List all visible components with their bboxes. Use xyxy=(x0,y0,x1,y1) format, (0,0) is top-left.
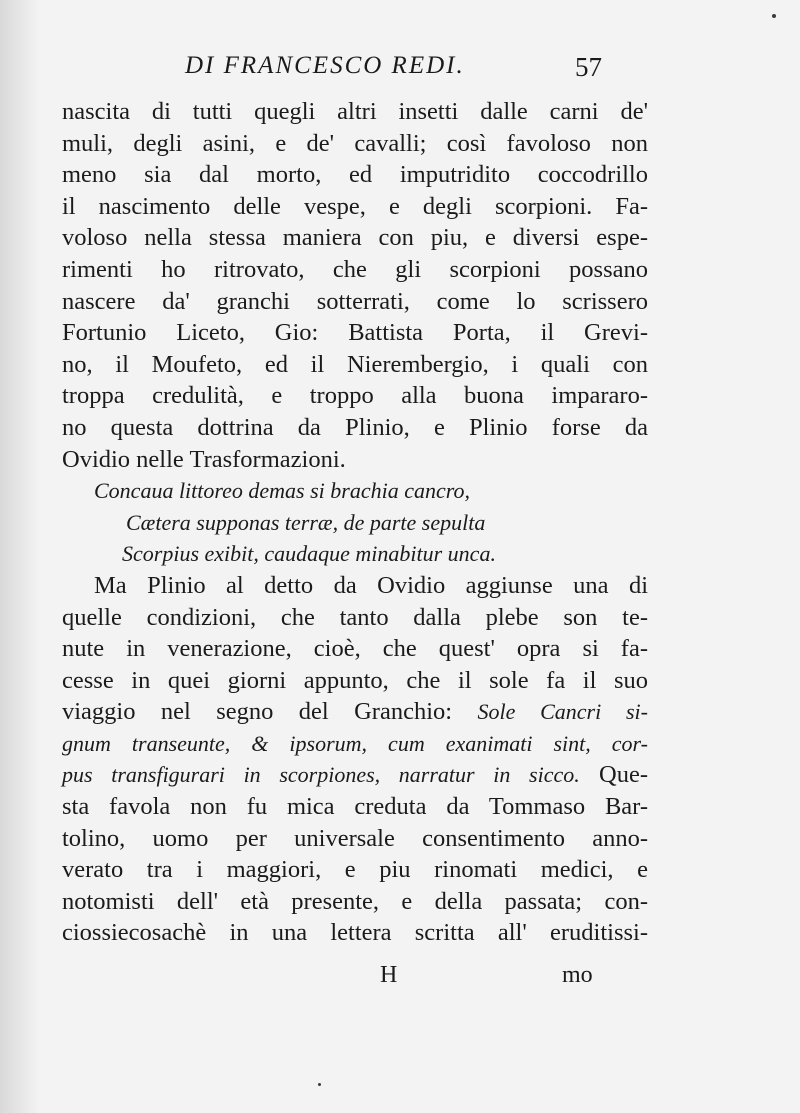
page-gutter-shadow xyxy=(0,0,40,1113)
text-line: no, il Moufeto, ed il Nierembergio, i quali con xyxy=(62,350,648,378)
catchword: mo xyxy=(562,962,593,988)
text-roman-segment: Que- xyxy=(599,761,648,789)
text-line-italic: gnum transeunte, & ipsorum, cum exanimati sint, cor- xyxy=(62,730,648,756)
ink-speck xyxy=(318,1083,321,1086)
text-line: no questa dottrina da Plinio, e Plinio forse da xyxy=(62,413,648,441)
running-head-title: DI FRANCESCO REDI. xyxy=(185,52,465,79)
text-line: il nascimento delle vespe, e degli scorpioni. Fa- xyxy=(62,192,648,220)
verse-line: Cætera supponas terræ, de parte sepulta xyxy=(126,509,486,535)
text-line: nute in venerazione, cioè, che quest' opra si fa- xyxy=(62,635,648,663)
text-line: nascita di tutti quegli altri insetti dalle carni de' xyxy=(62,98,648,125)
text-line: tolino, uomo per universale consentimento anno- xyxy=(62,824,648,852)
text-line: Fortunio Liceto, Gio: Battista Porta, il Grevi- xyxy=(62,319,648,347)
main-text xyxy=(62,96,648,949)
text-line: Ma Plinio al detto da Ovidio aggiunse una di xyxy=(94,571,648,599)
text-line: meno sia dal morto, ed imputridito coccodrillo xyxy=(62,161,648,189)
text-line: rimenti ho ritrovato, che gli scorpioni possano xyxy=(62,255,648,283)
verse-line: Scorpius exibit, caudaque minabitur unca. xyxy=(122,541,496,567)
page-footer xyxy=(62,962,648,998)
text-line: cesse in quei giorni appunto, che il sole fa il suo xyxy=(62,666,648,694)
verse-line: Concaua littoreo demas si brachia cancro, xyxy=(94,478,470,504)
text-line-mixed xyxy=(62,696,648,728)
text-line: nascere da' granchi sotterrati, come lo scrissero xyxy=(62,287,648,315)
text-line: ciossiecosachè in una lettera scritta all' eruditissi- xyxy=(62,919,648,947)
text-italic-segment: Sole Cancri si- xyxy=(477,699,648,725)
running-head xyxy=(60,52,640,92)
ink-speck xyxy=(772,14,776,18)
text-line: sta favola non fu mica creduta da Tommaso Bar- xyxy=(62,793,648,821)
text-line: notomisti dell' età presente, e della passata; con- xyxy=(62,887,648,915)
text-line: Ovidio nelle Trasformazioni. xyxy=(62,445,346,473)
text-roman-segment: viaggio nel segno del Granchio: xyxy=(62,698,453,726)
text-line: muli, degli asini, e de' cavalli; così favoloso non xyxy=(62,129,648,157)
page-number: 57 xyxy=(575,52,602,82)
text-italic-segment: pus transfigurari in scorpiones, narratur in sicco. xyxy=(62,762,580,788)
text-line-mixed xyxy=(62,759,648,791)
signature-mark: H xyxy=(380,962,398,988)
text-line: voloso nella stessa maniera con piu, e diversi espe- xyxy=(62,224,648,252)
text-line: verato tra i maggiori, e piu rinomati medici, e xyxy=(62,856,648,884)
text-line: quelle condizioni, che tanto dalla plebe son te- xyxy=(62,603,648,631)
text-line: troppa credulità, e troppo alla buona impararo- xyxy=(62,382,648,410)
